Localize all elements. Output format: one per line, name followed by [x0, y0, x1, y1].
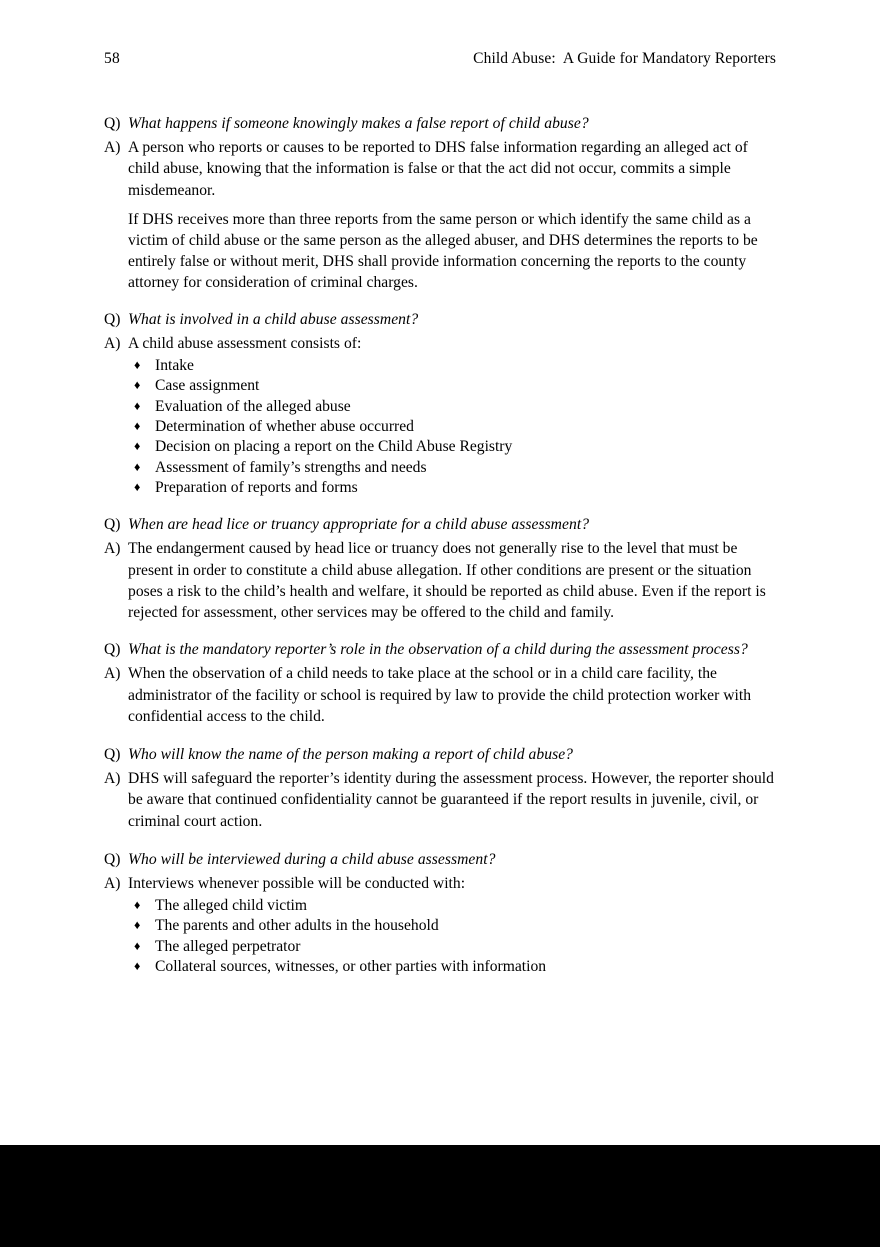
answer-continuation-paragraph: If DHS receives more than three reports from the same person or which identify the same child as a victim of child abuse or the same person as the alleged abuser, and DHS determines the reports to be entirely false or without merit, DHS shall provide information concerning the reports to the county attorney for consideration of criminal charges. [128, 210, 758, 292]
question-label: Q) [104, 516, 121, 534]
question-label: Q) [104, 850, 121, 868]
answer-label: A) [104, 334, 121, 352]
list-item [104, 896, 778, 916]
answer-row [104, 137, 778, 201]
list-item-label: Case assignment [155, 377, 260, 395]
list-item [104, 356, 778, 376]
list-item-label: Assessment of family’s strengths and needs [155, 458, 427, 476]
question-row [104, 113, 778, 134]
list-item [104, 478, 778, 498]
list-item [104, 376, 778, 396]
answer-row [104, 538, 778, 623]
list-item-label: Preparation of reports and forms [155, 478, 358, 496]
page-number: 58 [104, 50, 120, 67]
bullet-list [104, 896, 778, 977]
answer-row [104, 663, 778, 727]
answer-text: DHS will safeguard the reporter’s identity during the assessment process. However, the reporter should be aware that continued confidentiality cannot be guaranteed if the report results in juvenile, civil, or criminal court action. [128, 770, 774, 830]
page-bottom-black-band [0, 1145, 880, 1247]
answer-label: A) [104, 139, 121, 157]
list-item-label: The parents and other adults in the household [155, 917, 439, 935]
list-item-label: The alleged perpetrator [155, 937, 301, 955]
question-row [104, 514, 778, 535]
answer-text: A person who reports or causes to be reported to DHS false information regarding an alleged act of child abuse, knowing that the information is false or that the act did not occur, commits a simple misdemeanor. [128, 139, 748, 199]
diamond-bullet-icon: ♦ [134, 418, 141, 433]
list-item [104, 417, 778, 437]
question-row [104, 744, 778, 765]
list-item-label: Collateral sources, witnesses, or other parties with information [155, 958, 547, 976]
answer-text: Interviews whenever possible will be conducted with: [128, 874, 466, 892]
diamond-bullet-icon: ♦ [134, 898, 141, 913]
qa-block [104, 639, 778, 727]
diamond-bullet-icon: ♦ [134, 459, 141, 474]
answer-text: A child abuse assessment consists of: [128, 334, 362, 352]
answer-row [104, 768, 778, 832]
question-row [104, 639, 778, 660]
list-item [104, 458, 778, 478]
document-body [104, 113, 778, 977]
list-item-label: Determination of whether abuse occurred [155, 417, 414, 435]
list-item [104, 957, 778, 977]
qa-block [104, 514, 778, 623]
answer-text: When the observation of a child needs to take place at the school or in a child care facility, the administrator of the facility or school is required by law to provide the child protection worker with confidential access to the child. [128, 665, 752, 725]
question-label: Q) [104, 745, 121, 763]
question-text: What is the mandatory reporter’s role in the observation of a child during the assessment process? [128, 641, 748, 659]
question-text: When are head lice or truancy appropriate for a child abuse assessment? [128, 516, 590, 534]
question-label: Q) [104, 310, 121, 328]
diamond-bullet-icon: ♦ [134, 918, 141, 933]
diamond-bullet-icon: ♦ [134, 398, 141, 413]
running-title: Child Abuse: A Guide for Mandatory Reporters [473, 50, 776, 67]
answer-row [104, 333, 778, 354]
list-item [104, 937, 778, 957]
diamond-bullet-icon: ♦ [134, 959, 141, 974]
answer-label: A) [104, 770, 121, 788]
diamond-bullet-icon: ♦ [134, 358, 141, 373]
question-text: What happens if someone knowingly makes a false report of child abuse? [128, 115, 589, 132]
list-item-label: Decision on placing a report on the Child Abuse Registry [155, 438, 513, 456]
list-item-label: Intake [155, 357, 194, 375]
question-row [104, 309, 778, 330]
diamond-bullet-icon: ♦ [134, 439, 141, 454]
bullet-list [104, 356, 778, 498]
list-item-label: Evaluation of the alleged abuse [155, 397, 351, 415]
list-item-label: The alleged child victim [155, 897, 307, 915]
diamond-bullet-icon: ♦ [134, 938, 141, 953]
running-head [104, 49, 776, 69]
answer-label: A) [104, 874, 121, 892]
list-item [104, 397, 778, 417]
list-item [104, 437, 778, 457]
question-label: Q) [104, 115, 121, 132]
question-text: What is involved in a child abuse assessment? [128, 310, 419, 328]
qa-block [104, 309, 778, 498]
qa-block [104, 744, 778, 832]
list-item [104, 916, 778, 936]
diamond-bullet-icon: ♦ [134, 378, 141, 393]
answer-label: A) [104, 665, 121, 683]
answer-text: The endangerment caused by head lice or truancy does not generally rise to the level that must be present in order to constitute a child abuse allegation. If other conditions are present or the situation poses a risk to the child’s health and welfare, it should be reported as child abuse. Even if the report is rejected for assessment, other services may be offered to the child and family. [128, 540, 766, 621]
question-label: Q) [104, 641, 121, 659]
diamond-bullet-icon: ♦ [134, 479, 141, 494]
question-row [104, 849, 778, 870]
qa-block [104, 113, 778, 294]
answer-label: A) [104, 540, 121, 558]
question-text: Who will know the name of the person making a report of child abuse? [128, 745, 574, 763]
answer-row [104, 873, 778, 894]
qa-block [104, 849, 778, 978]
question-text: Who will be interviewed during a child abuse assessment? [128, 850, 496, 868]
